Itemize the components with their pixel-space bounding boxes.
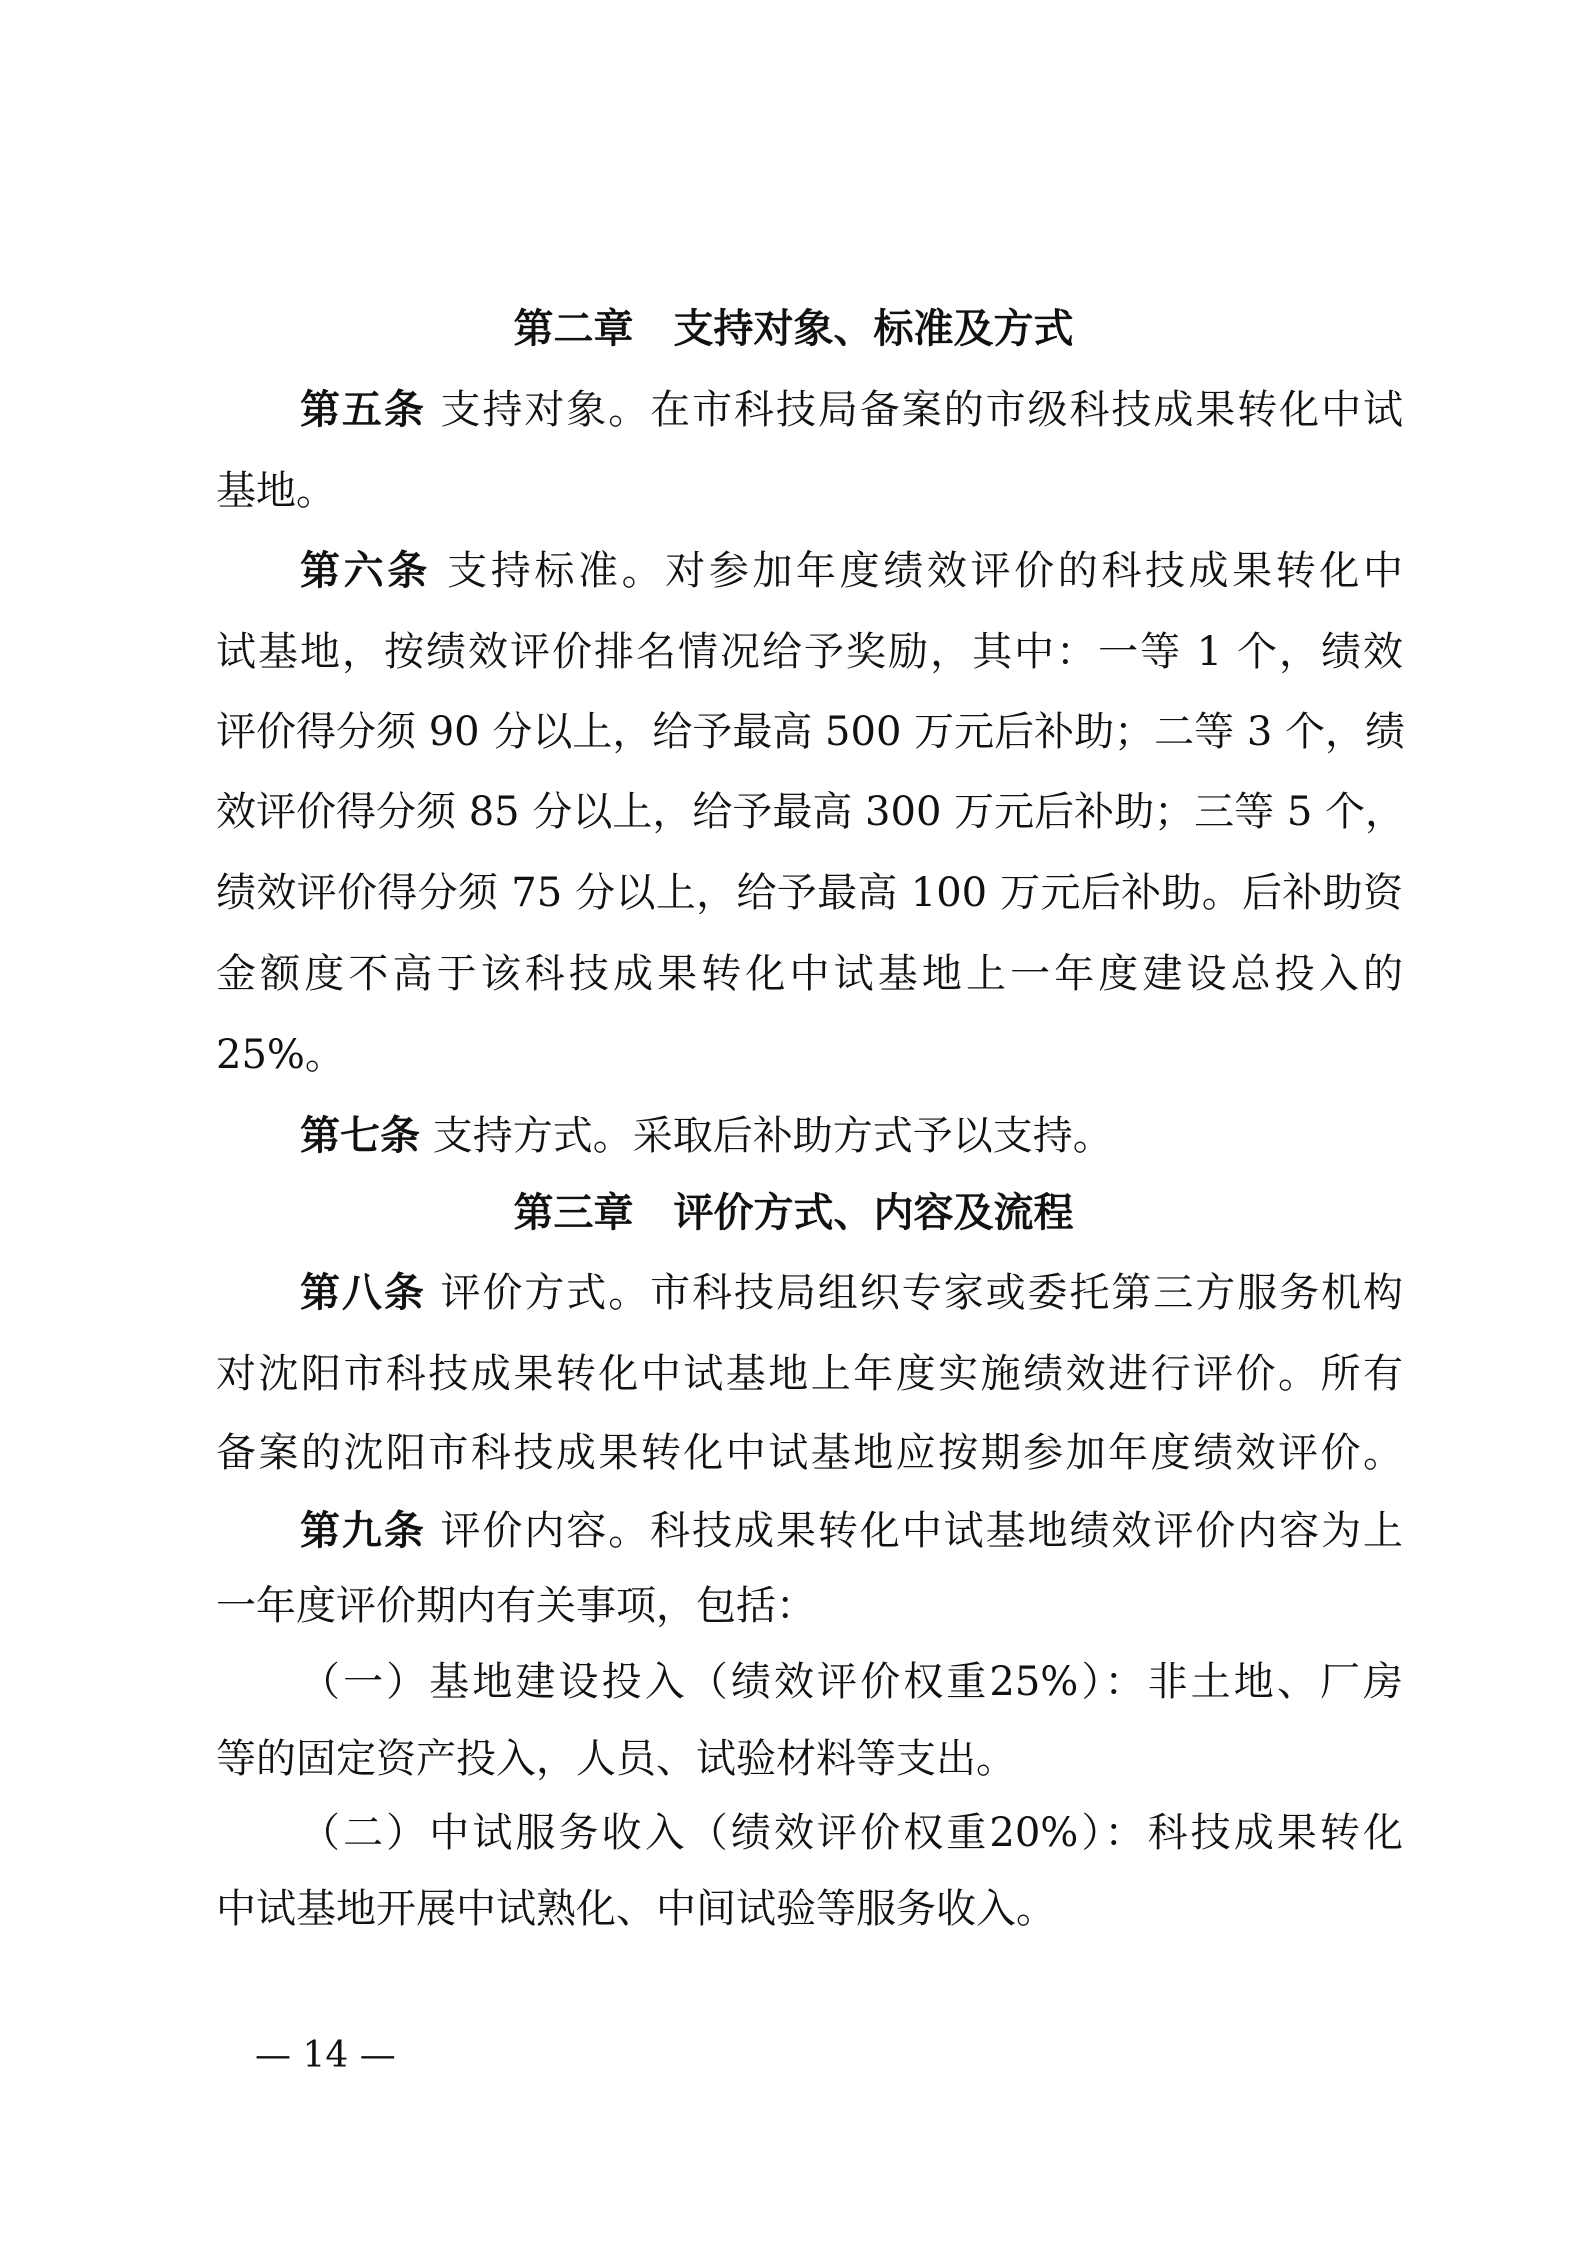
page-number: — 14 —	[255, 2035, 396, 2076]
item-1-line: （一）基地建设投入（绩效评价权重25%）：非土地、厂房	[300, 1659, 1403, 1705]
article-6-line: 效评价得分须 85 分以上，给予最高 300 万元后补助；三等 5 个，	[216, 789, 1405, 835]
text: 支持方式。采取后补助方式予以支持。	[432, 1113, 1113, 1159]
article-9-line: 一年度评价期内有关事项，包括：	[216, 1583, 816, 1629]
article-7-line	[300, 1106, 1403, 1166]
chapter-heading: 第三章 评价方式、内容及流程	[513, 1190, 1074, 1236]
text: 评价内容。科技成果转化中试基地绩效评价内容为上	[440, 1508, 1404, 1554]
article-8-line	[300, 1263, 1403, 1323]
article-6-line: 试基地，按绩效评价排名情况给予奖励，其中：一等 1 个，绩效	[216, 629, 1403, 675]
article-lead: 第七条	[300, 1113, 420, 1159]
article-lead: 第六条	[300, 548, 431, 594]
article-6-line: 25%。	[216, 1032, 345, 1078]
article-9-line	[300, 1501, 1403, 1561]
article-5-line	[300, 380, 1403, 440]
item-2-line: （二）中试服务收入（绩效评价权重20%）：科技成果转化	[300, 1810, 1403, 1856]
text: 评价方式。市科技局组织专家或委托第三方服务机构	[440, 1270, 1404, 1316]
chapter-heading: 第二章 支持对象、标准及方式	[513, 306, 1074, 352]
article-6-line: 评价得分须 90 分以上，给予最高 500 万元后补助；二等 3 个，绩	[216, 709, 1405, 755]
article-5-line: 基地。	[216, 468, 336, 514]
item-2-line: 中试基地开展中试熟化、中间试验等服务收入。	[216, 1886, 1056, 1932]
article-6-line: 绩效评价得分须 75 分以上，给予最高 100 万元后补助。后补助资	[216, 870, 1403, 916]
article-lead: 第九条	[300, 1508, 426, 1554]
article-8-line: 对沈阳市科技成果转化中试基地上年度实施绩效进行评价。所有	[216, 1351, 1403, 1397]
article-lead: 第五条	[300, 387, 426, 433]
text: 支持对象。在市科技局备案的市级科技成果转化中试	[440, 387, 1404, 433]
item-1-line: 等的固定资产投入，人员、试验材料等支出。	[216, 1736, 1016, 1782]
article-lead: 第八条	[300, 1270, 426, 1316]
article-8-line: 备案的沈阳市科技成果转化中试基地应按期参加年度绩效评价。	[216, 1430, 1403, 1476]
article-6-line: 金额度不高于该科技成果转化中试基地上一年度建设总投入的	[216, 951, 1403, 997]
text: 支持标准。对参加年度绩效评价的科技成果转化中	[447, 548, 1404, 594]
article-6-line	[300, 541, 1403, 601]
